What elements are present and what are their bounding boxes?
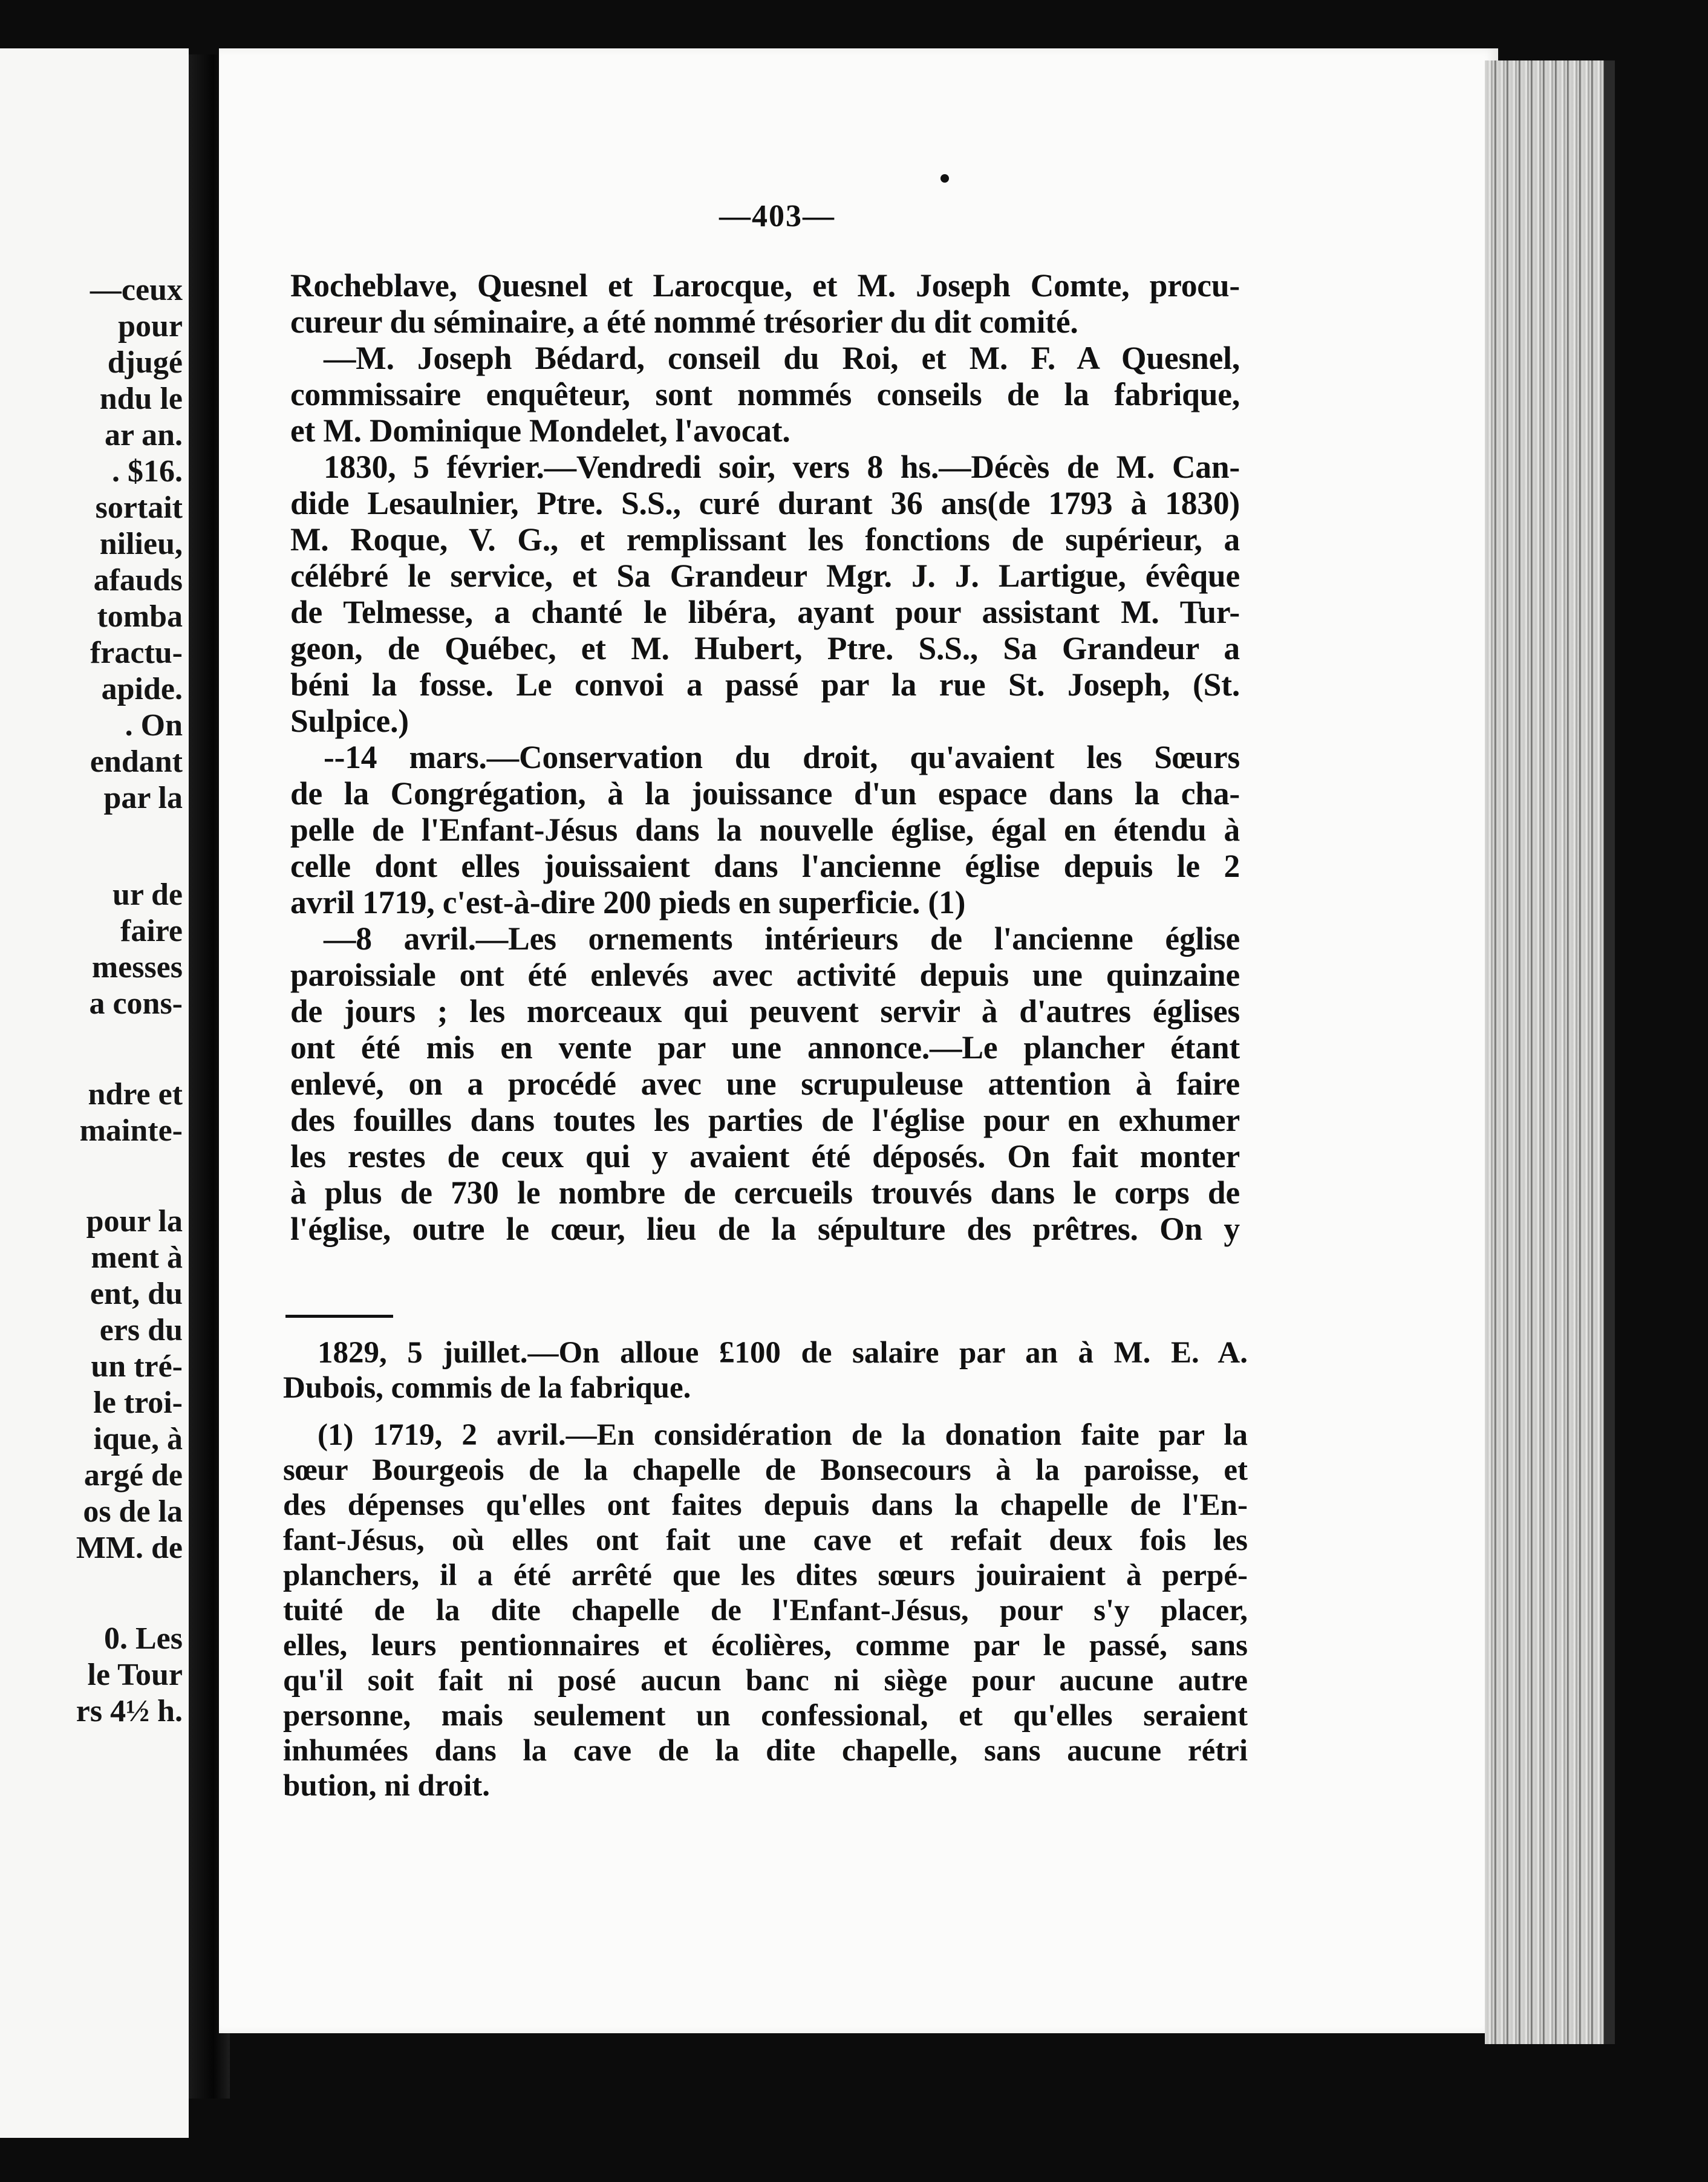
body-line: de la Congrégation, à la jouissance d'un espace dans la cha- (290, 775, 1240, 812)
facing-page-line: . On (125, 708, 183, 743)
body-line: —8 avril.—Les ornements intérieurs de l'ancienne église (324, 920, 1240, 957)
body-line: célébré le service, et Sa Grandeur Mgr. J. J. Lartigue, évêque (290, 558, 1240, 594)
footnote-line: elles, leurs pentionnaires et écolières, comme par le passé, sans (283, 1629, 1248, 1663)
facing-page-line: —ceux (90, 273, 183, 307)
facing-page-line: ndu le (99, 382, 183, 416)
body-line: paroissiale ont été enlevés avec activité depuis une quinzaine (290, 957, 1240, 993)
footnote-rule (285, 1315, 393, 1318)
body-line: des fouilles dans toutes les parties de l'église pour en exhumer (290, 1102, 1240, 1138)
facing-page-line: fractu- (90, 636, 183, 670)
facing-page-line: . $16. (112, 454, 183, 489)
facing-page-line: endant (90, 744, 183, 779)
body-line: commissaire enquêteur, sont nommés conseils de la fabrique, (290, 376, 1240, 412)
body-line: à plus de 730 le nombre de cercueils trouvés dans le corps de (290, 1174, 1240, 1211)
facing-page-line: ers du (99, 1313, 183, 1347)
body-line: M. Roque, V. G., et remplissant les fonctions de supérieur, a (290, 521, 1240, 558)
facing-page-line: apide. (101, 672, 183, 706)
facing-page-line: un tré- (91, 1349, 183, 1384)
facing-page-line: messes (91, 950, 183, 985)
facing-page-line: os de la (83, 1494, 183, 1529)
page-edges (1485, 60, 1615, 2044)
body-line: de Telmesse, a chanté le libéra, ayant pour assistant M. Tur- (290, 594, 1240, 630)
facing-page-line: faire (120, 914, 183, 948)
body-line: --14 mars.—Conservation du droit, qu'avaient les Sœurs (324, 739, 1240, 775)
footnote-line: (1) 1719, 2 avril.—En considération de la donation faite par la (318, 1418, 1248, 1452)
footnote-line: fant-Jésus, où elles ont fait une cave et refait deux fois les (283, 1523, 1248, 1557)
body-line: cureur du séminaire, a été nommé trésorier du dit comité. (290, 304, 1078, 340)
ink-dot (940, 174, 949, 183)
facing-page-line: ndre et (88, 1077, 183, 1112)
facing-page-fragment (0, 48, 189, 2138)
facing-page-line: rs 4½ h. (76, 1694, 183, 1728)
facing-page-line: argé de (83, 1458, 183, 1493)
footnote-line: des dépenses qu'elles ont faites depuis dans la chapelle de l'En- (283, 1488, 1248, 1522)
facing-page-line: par la (103, 781, 183, 815)
body-line: les restes de ceux qui y avaient été déposés. On fait monter (290, 1138, 1240, 1174)
facing-page-line: le troi- (93, 1386, 183, 1420)
facing-page-line: ar an. (104, 418, 183, 452)
footnote-line: planchers, il a été arrêté que les dites sœurs jouiraient à perpé- (283, 1558, 1248, 1592)
facing-page-line: ment à (91, 1240, 183, 1275)
body-line: enlevé, on a procédé avec une scrupuleuse attention à faire (290, 1066, 1240, 1102)
footnote-line: bution, ni droit. (283, 1769, 491, 1803)
facing-page-line: ent, du (90, 1277, 183, 1311)
body-line: geon, de Québec, et M. Hubert, Ptre. S.S., Sa Grandeur a (290, 630, 1240, 666)
body-line: pelle de l'Enfant-Jésus dans la nouvelle église, égal en étendu à (290, 812, 1240, 848)
footnote-line: Dubois, commis de la fabrique. (283, 1371, 691, 1405)
facing-page-line: sortait (95, 490, 183, 525)
body-line: 1830, 5 février.—Vendredi soir, vers 8 hs.—Décès de M. Can- (324, 449, 1240, 485)
body-line: béni la fosse. Le convoi a passé par la rue St. Joseph, (St. (290, 666, 1240, 703)
page-number: —403— (719, 199, 835, 233)
body-line: avril 1719, c'est-à-dire 200 pieds en superficie. (1) (290, 884, 966, 920)
facing-page-line: ur de (112, 878, 183, 912)
facing-page-line: afauds (93, 563, 183, 598)
footnote-line: qu'il soit fait ni posé aucun banc ni siège pour aucune autre (283, 1664, 1248, 1698)
facing-page-line: nilieu, (99, 527, 183, 561)
facing-page-line: tomba (97, 599, 183, 634)
body-line: celle dont elles jouissaient dans l'ancienne église depuis le 2 (290, 848, 1240, 884)
facing-page-line: pour (118, 309, 183, 344)
body-line: Rocheblave, Quesnel et Larocque, et M. Joseph Comte, procu- (290, 267, 1240, 304)
footnote-line: personne, mais seulement un confessional, et qu'elles seraient (283, 1699, 1248, 1733)
body-line: l'église, outre le cœur, lieu de la sépulture des prêtres. On y (290, 1211, 1240, 1247)
footnote-line: tuité de la dite chapelle de l'Enfant-Jésus, pour s'y placer, (283, 1594, 1248, 1627)
footnote-line: inhumées dans la cave de la dite chapelle, sans aucune rétri (283, 1734, 1248, 1768)
body-line: et M. Dominique Mondelet, l'avocat. (290, 412, 790, 449)
facing-page-line: mainte- (79, 1113, 183, 1148)
facing-page-line: pour la (86, 1204, 183, 1239)
footnote-line: sœur Bourgeois de la chapelle de Bonsecours à la paroisse, et (283, 1453, 1248, 1487)
facing-page-line: MM. de (76, 1531, 183, 1565)
facing-page-line: a cons- (89, 986, 183, 1021)
body-line: dide Lesaulnier, Ptre. S.S., curé durant 36 ans(de 1793 à 1830) (290, 485, 1240, 521)
facing-page-line: 0. Les (104, 1621, 183, 1656)
facing-page-line: le Tour (87, 1658, 183, 1692)
facing-page-line: ique, à (93, 1422, 183, 1456)
footnote-line: 1829, 5 juillet.—On alloue £100 de salaire par an à M. E. A. (318, 1336, 1248, 1370)
body-line: ont été mis en vente par une annonce.—Le plancher étant (290, 1029, 1240, 1066)
body-line: —M. Joseph Bédard, conseil du Roi, et M. F. A Quesnel, (324, 340, 1240, 376)
body-line: de jours ; les morceaux qui peuvent servir à d'autres églises (290, 993, 1240, 1029)
facing-page-line: djugé (107, 345, 183, 380)
body-line: Sulpice.) (290, 703, 409, 739)
